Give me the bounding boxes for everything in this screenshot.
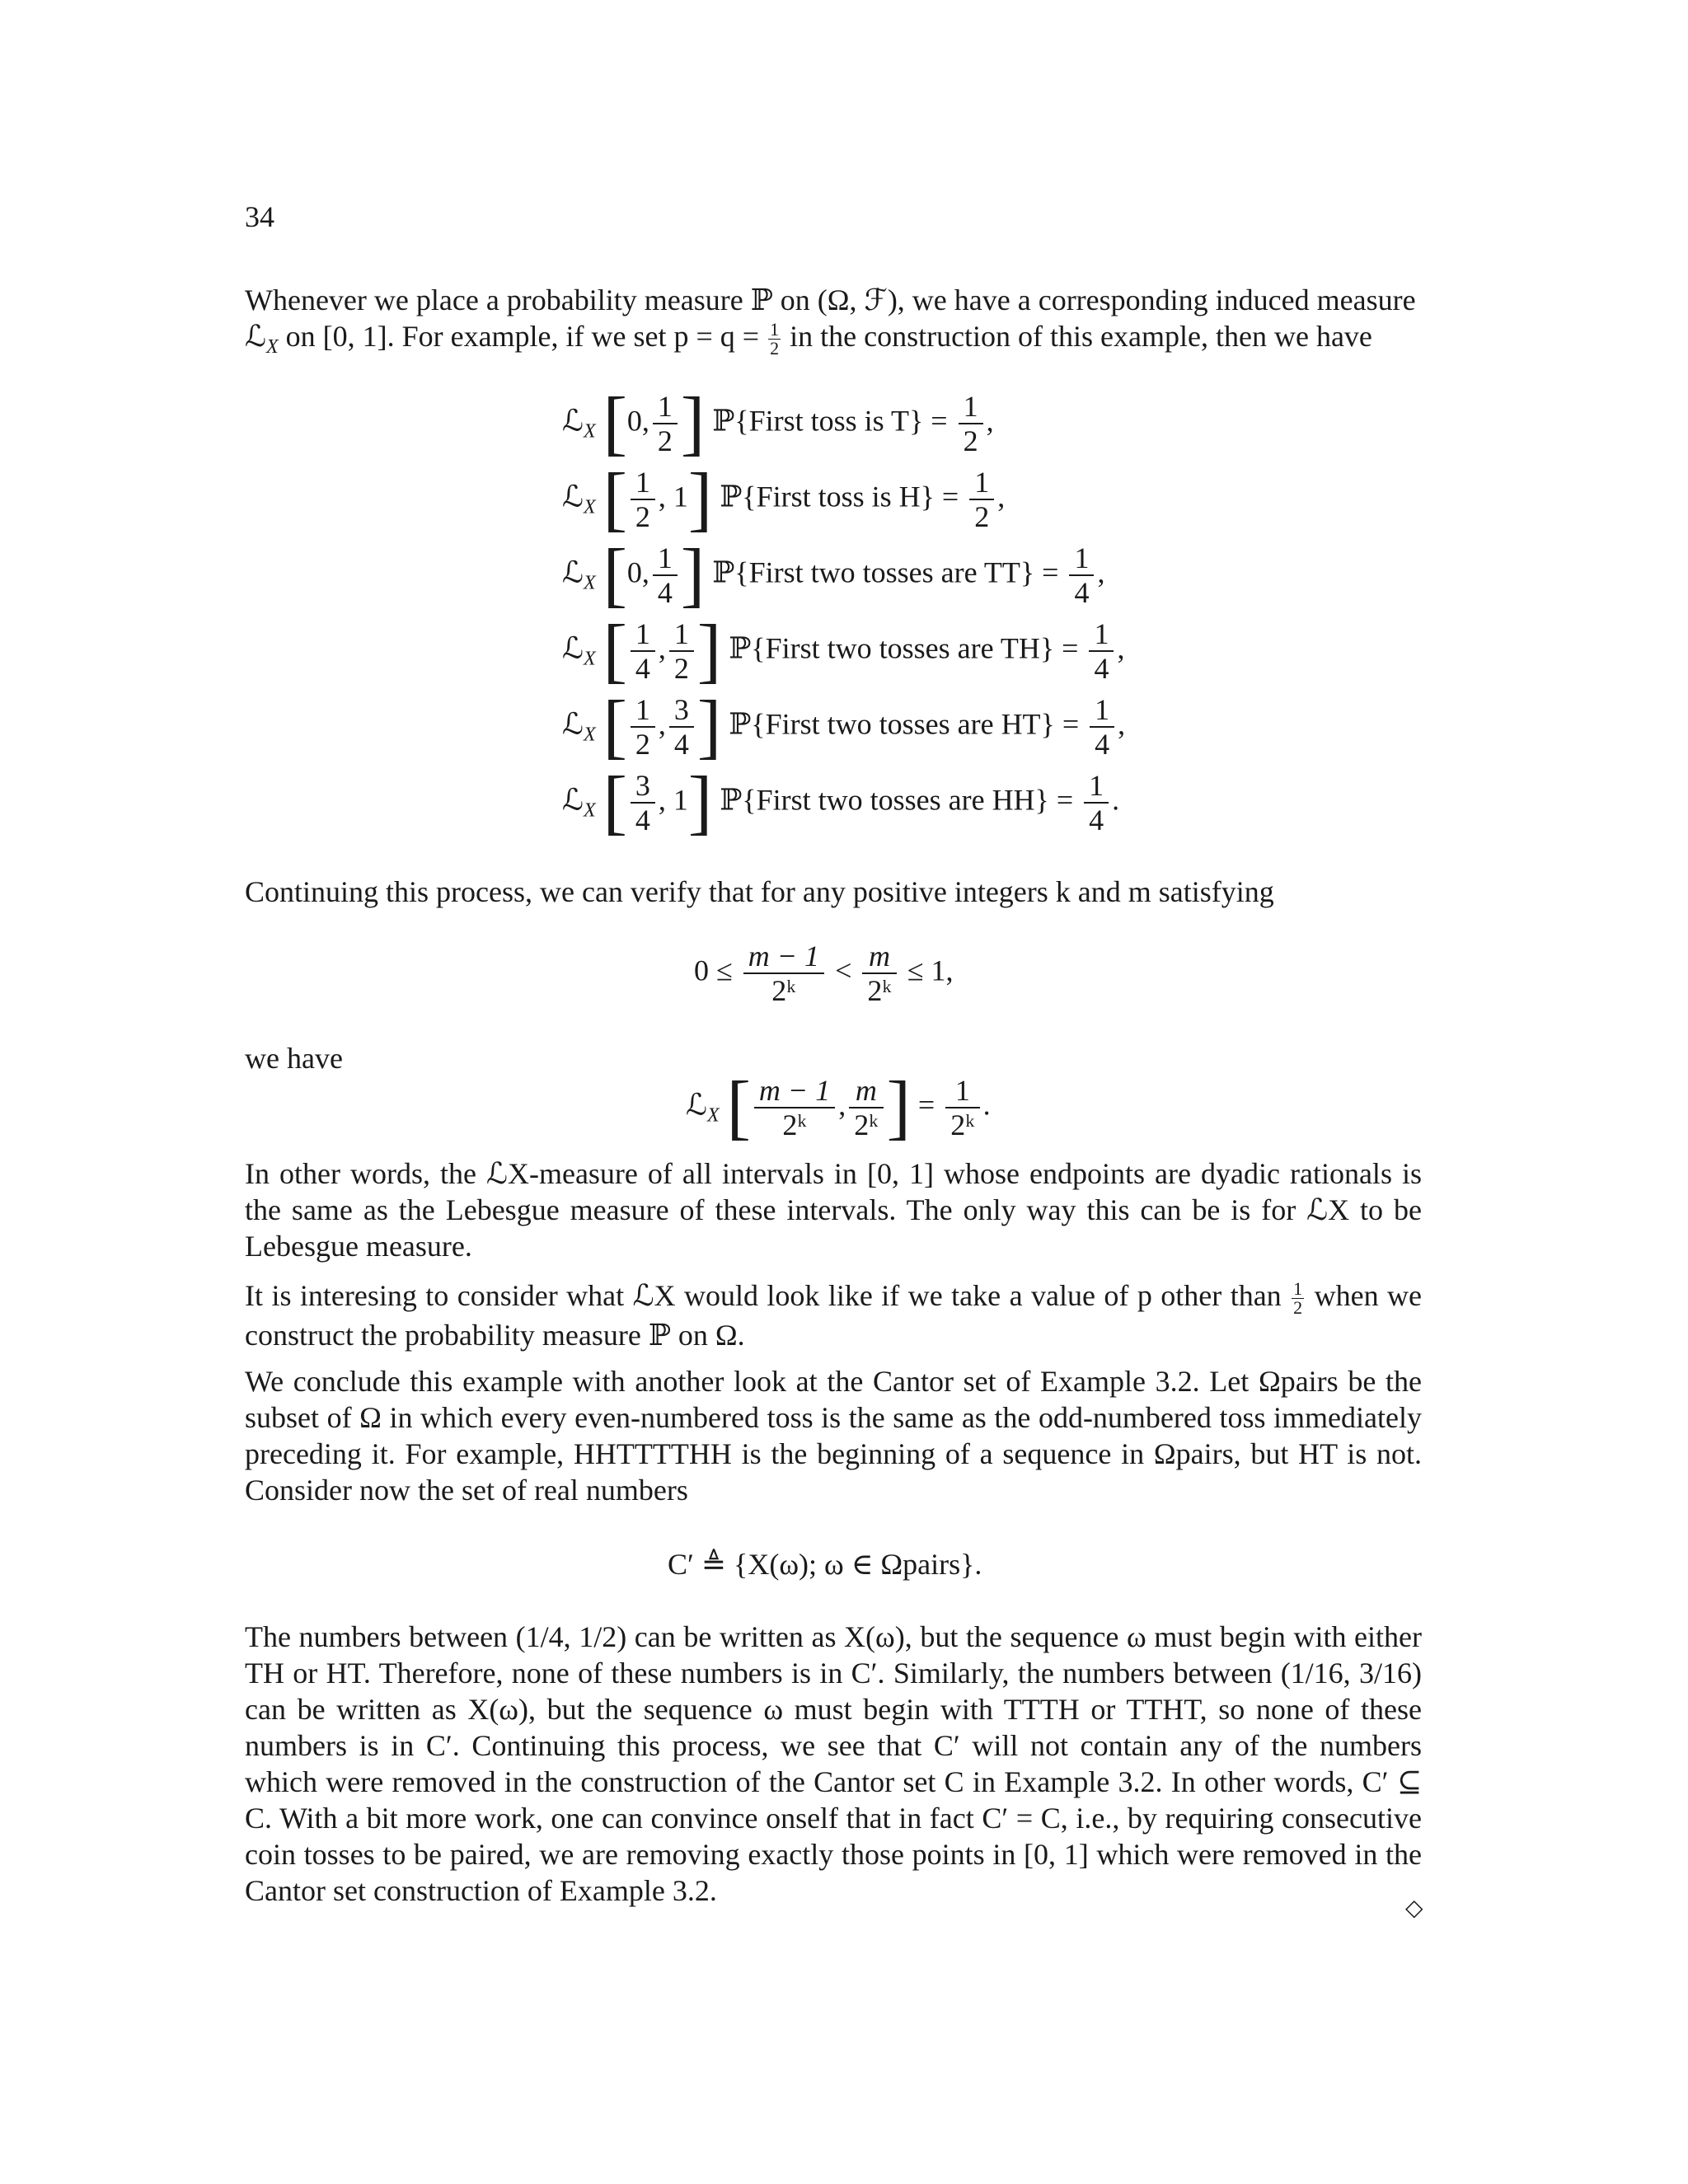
- cantor-paragraph: We conclude this example with another look at the Cantor set of Example 3.2. Let Ωpairs be the subset of Ω in which every even-numbered toss is the same as the odd-numbered toss immediately preceding it. For example, HHTTTTHH is the beginning of a sequence in Ωpairs, but HT is not. Consider now the set of real numbers: [245, 1365, 1422, 1507]
- inequality-equation: 0 ≤ $\frac{m - 1}{\text{2ᵏ}}$ < $\frac{m}{\text{2ᵏ}}$ ≤ 1,: [694, 940, 954, 1007]
- intro-line-2-start: ℒ: [245, 320, 266, 353]
- equation-row: ℒ$_X$ [ $\frac{1}{2}$ , $\frac{3}{4}$ ] ℙ{First two tosses are HT} = $\frac{1}{4}$ ,: [562, 687, 1126, 766]
- lebesgue-paragraph: In other words, the ℒX-measure of all intervals in [0, 1] whose endpoints are dyadic rationals is the same as the Lebesgue measure of these intervals. The only way this can be is for ℒX to be Lebesgue measure.: [245, 1157, 1422, 1263]
- we-have-text: we have: [245, 1042, 343, 1075]
- cantor-set-definition: C′ ≜ {X(ω); ω ∈ Ωpairs}.: [668, 1548, 982, 1581]
- intro-line-1: Whenever we place a probability measure ℙ on (Ω, ℱ), we have a corresponding induced measure: [245, 284, 1416, 316]
- end-of-example-mark: ◇: [1405, 1896, 1423, 1921]
- equation-row: ℒ$_X$ [ $\frac{1}{4}$ , $\frac{1}{2}$ ] ℙ{First two tosses are TH} = $\frac{1}{4}$ ,: [562, 611, 1125, 691]
- interesting-paragraph: It is interesing to consider what ℒX would look like if we take a value of p other than $\frac{1}{2}$ when we construct the probability measure ℙ on Ω.: [245, 1278, 1422, 1352]
- half-fraction: $\frac{1}{2}$: [770, 319, 780, 359]
- intro-paragraph: Whenever we place a probability measure ℙ on (Ω, ℱ), we have a corresponding induced measure ℒ$_X$ on [0, 1]. For example, if we set p = q = $\frac{1}{2}$ in the construction of this example, then we have: [245, 284, 1416, 359]
- intro-line-2-end: in the construction of this example, then we have: [782, 320, 1372, 353]
- conclusion-paragraph: The numbers between (1/4, 1/2) can be written as X(ω), but the sequence ω must begin with either TH or HT. Therefore, none of these numbers is in C′. Similarly, the numbers between (1/16, 3/16) can be written as X(ω), but the sequence ω must begin with TTTH or TTHT, so none of these numbers is in C′. Continuing this process, we see that C′ will not contain any of the numbers which were removed in the construction of the Cantor set C in Example 3.2. In other words, C′ ⊆ C. With a bit more work, one can convince onself that in fact C′ = C, i.e., by requiring consecutive coin tosses to be paired, we are removing exactly those points in [0, 1] which were removed in the Cantor set construction of Example 3.2.: [245, 1620, 1422, 1907]
- equation-row: ℒ$_X$ [0, $\frac{1}{2}$ ] ℙ{First toss is T} = $\frac{1}{2}$ ,: [562, 383, 994, 463]
- equation-row: ℒ$_X$ [ $\frac{3}{4}$ , 1] ℙ{First two tosses are HH} = $\frac{1}{4}$ .: [562, 762, 1120, 842]
- page-number: 34: [245, 200, 274, 233]
- continuing-paragraph: Continuing this process, we can verify that for any positive integers k and m satisfying: [245, 875, 1274, 908]
- equation-row: ℒ$_X$ [0, $\frac{1}{4}$ ] ℙ{First two tosses are TT} = $\frac{1}{4}$ ,: [562, 535, 1105, 615]
- dyadic-measure-equation: ℒ$_X$ [ $\frac{m - 1}{\text{2ᵏ}}$ , $\frac{m}{\text{2ᵏ}}$ ] = $\frac{1}{\text{2ᵏ}}$ .: [686, 1067, 991, 1147]
- intro-line-2-mid: on [0, 1]. For example, if we set p = q =: [278, 320, 767, 353]
- equation-row: ℒ$_X$ [ $\frac{1}{2}$ , 1] ℙ{First toss is H} = $\frac{1}{2}$ ,: [562, 459, 1006, 539]
